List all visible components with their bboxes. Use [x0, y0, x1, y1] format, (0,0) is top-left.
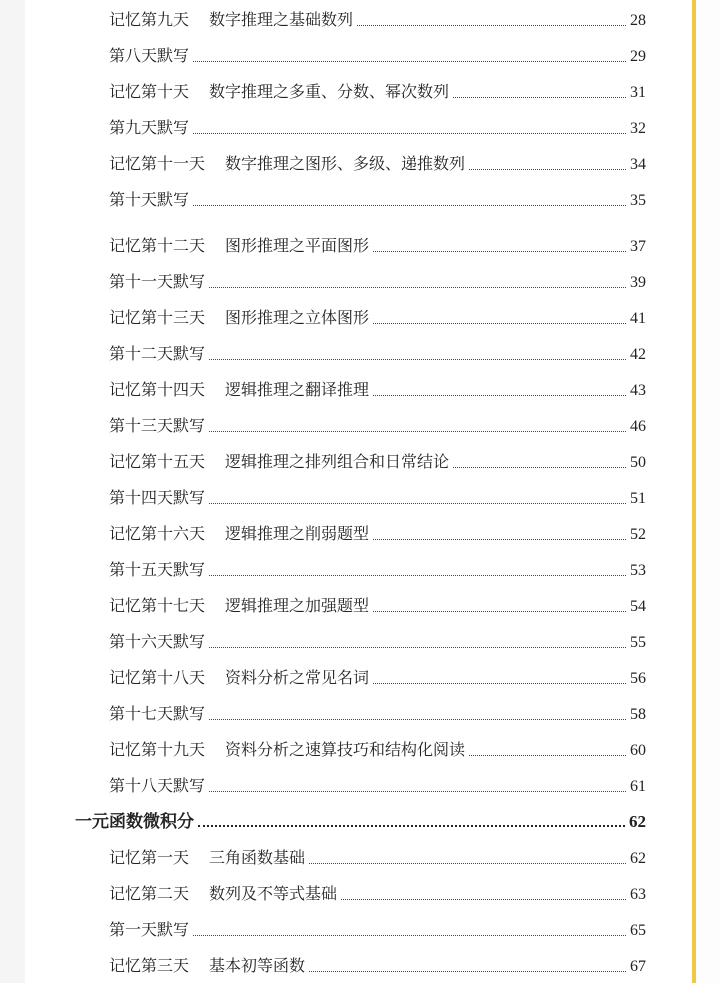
toc-entry-row[interactable] [25, 416, 646, 437]
toc-entry-label [25, 524, 369, 544]
toc-leader-dots [193, 934, 626, 936]
toc-page-number: 43 [630, 382, 646, 399]
toc-entry-label [25, 668, 369, 688]
toc-entry-label [25, 596, 369, 616]
toc-entry-day: 第十四天默写 [109, 488, 206, 507]
page-margin [0, 0, 25, 983]
toc-entry-label [25, 740, 465, 760]
toc-page-number: 61 [630, 778, 646, 795]
toc-page-number: 58 [630, 706, 646, 723]
toc-page-number: 41 [630, 310, 646, 327]
toc-entry-label [25, 776, 205, 796]
toc-entry-label [25, 46, 189, 66]
toc-page-number: 39 [630, 274, 646, 291]
toc-entry-day: 记忆第十九天 [109, 740, 206, 759]
toc-page-number: 63 [630, 886, 646, 903]
toc-entry-day: 第十五天默写 [109, 560, 206, 579]
toc-entry-day: 记忆第三天 [109, 956, 190, 975]
toc-entry-label [25, 236, 369, 256]
toc-page-number: 37 [630, 238, 646, 255]
toc-section-row[interactable] [25, 812, 646, 832]
toc-entry-label [25, 884, 337, 904]
toc-entry-label [25, 380, 369, 400]
toc-entry-day: 第十一天默写 [109, 272, 206, 291]
toc-entry-row[interactable] [25, 848, 646, 869]
toc-entry-day: 记忆第十四天 [109, 380, 206, 399]
toc-page-number: 53 [630, 562, 646, 579]
toc-leader-dots [373, 322, 626, 324]
toc-page-number: 62 [630, 850, 646, 867]
toc-entry-day: 一元函数微积分 [75, 812, 194, 832]
toc-entry-topic: 图形推理之平面图形 [225, 236, 370, 255]
toc-page-number: 34 [630, 156, 646, 173]
toc-entry-row[interactable] [25, 10, 646, 31]
toc-page-number: 65 [630, 922, 646, 939]
toc-entry-label [25, 560, 205, 580]
toc-entry-row[interactable] [25, 308, 646, 329]
toc-entry-label [25, 308, 369, 328]
toc-entry-day: 记忆第九天 [109, 10, 190, 29]
toc-entry-label [25, 190, 189, 210]
toc-entry-topic: 逻辑推理之排列组合和日常结论 [225, 452, 450, 471]
toc-entry-day: 记忆第十二天 [109, 236, 206, 255]
toc-page-number: 50 [630, 454, 646, 471]
toc-entry-row[interactable] [25, 82, 646, 103]
toc-entry-day: 第十天默写 [109, 190, 190, 209]
toc-entry-label [25, 452, 449, 472]
toc-leader-dots [373, 394, 626, 396]
toc-entry-label [25, 344, 205, 364]
toc-entry-row[interactable] [25, 154, 646, 175]
toc-entry-row[interactable] [25, 272, 646, 293]
toc-page-number: 31 [630, 84, 646, 101]
toc-entry-day: 记忆第十三天 [109, 308, 206, 327]
toc-page-number: 60 [630, 742, 646, 759]
toc-page-number: 32 [630, 120, 646, 137]
toc-leader-dots [373, 610, 626, 612]
toc-entry-topic: 资料分析之常见名词 [225, 668, 370, 687]
toc-leader-dots [209, 430, 626, 432]
toc-entry-row[interactable] [25, 884, 646, 905]
toc-entry-topic: 基本初等函数 [209, 956, 306, 975]
toc-entry-topic: 数字推理之多重、分数、幂次数列 [209, 82, 450, 101]
toc-page-number: 51 [630, 490, 646, 507]
toc-page-number: 42 [630, 346, 646, 363]
toc-leader-dots [193, 204, 626, 206]
toc-leader-dots [193, 60, 626, 62]
toc-entry-label [25, 848, 305, 868]
toc-entry-row[interactable] [25, 776, 646, 797]
toc-leader-dots [453, 466, 626, 468]
toc-entry-topic: 三角函数基础 [209, 848, 306, 867]
toc-entry-row[interactable] [25, 632, 646, 653]
toc-entry-topic: 数列及不等式基础 [209, 884, 338, 903]
toc-entry-topic: 数字推理之基础数列 [209, 10, 354, 29]
toc-entry-day: 第八天默写 [109, 46, 190, 65]
toc-leader-dots [209, 790, 626, 792]
toc-entry-row[interactable] [25, 920, 646, 941]
toc-leader-dots [373, 250, 626, 252]
toc-leader-dots [209, 286, 626, 288]
toc-entry-label [25, 632, 205, 652]
toc-entry-day: 记忆第一天 [109, 848, 190, 867]
toc-leader-dots [341, 898, 626, 900]
toc-entry-row[interactable] [25, 46, 646, 67]
toc-entry-day: 记忆第十七天 [109, 596, 206, 615]
toc-entry-day: 记忆第十五天 [109, 452, 206, 471]
toc-leader-dots [373, 538, 626, 540]
toc-entry-label [25, 118, 189, 138]
toc-entry-label [25, 920, 189, 940]
toc-entry-topic: 资料分析之速算技巧和结构化阅读 [225, 740, 466, 759]
toc-leader-dots [469, 754, 626, 756]
toc-entry-topic: 图形推理之立体图形 [225, 308, 370, 327]
toc-entry-day: 第十二天默写 [109, 344, 206, 363]
toc-entry-label [25, 488, 205, 508]
toc-page-number: 46 [630, 418, 646, 435]
toc-entry-label [25, 704, 205, 724]
toc-entry-row[interactable] [25, 488, 646, 509]
toc-leader-dots [209, 574, 626, 576]
toc-leader-dots [193, 132, 626, 134]
toc-entry-day: 第十六天默写 [109, 632, 206, 651]
toc-page-number: 67 [630, 958, 646, 975]
toc-page-number: 29 [630, 48, 646, 65]
toc-page-number: 52 [630, 526, 646, 543]
toc-entry-day: 第九天默写 [109, 118, 190, 137]
toc-entry-topic: 数字推理之图形、多级、递推数列 [225, 154, 466, 173]
toc-leader-dots [198, 824, 625, 827]
toc-entry-label [25, 82, 449, 102]
toc-entry-day: 记忆第十一天 [109, 154, 206, 173]
toc-entry-label [25, 812, 194, 832]
toc-leader-dots [357, 24, 626, 26]
toc-entry-row[interactable] [25, 956, 646, 977]
toc-leader-dots [209, 358, 626, 360]
toc-entry-row[interactable] [25, 452, 646, 473]
toc-page-number: 62 [629, 812, 646, 831]
toc-entry-topic: 逻辑推理之削弱题型 [225, 524, 370, 543]
toc-entry-row[interactable] [25, 560, 646, 581]
toc-entry-label [25, 416, 205, 436]
toc-leader-dots [209, 646, 626, 648]
toc-entry-label [25, 10, 353, 30]
toc-entry-row[interactable] [25, 380, 646, 401]
toc-entry-day: 记忆第十六天 [109, 524, 206, 543]
toc-entry-row[interactable] [25, 668, 646, 689]
toc-entry-topic: 逻辑推理之加强题型 [225, 596, 370, 615]
toc-leader-dots [309, 970, 626, 972]
toc-entry-day: 第十八天默写 [109, 776, 206, 795]
toc-entry-day: 第一天默写 [109, 920, 190, 939]
toc-entry-label [25, 154, 465, 174]
toc-leader-dots [209, 718, 626, 720]
toc-leader-dots [309, 862, 626, 864]
toc-entry-row[interactable] [25, 740, 646, 761]
toc-entry-day: 第十七天默写 [109, 704, 206, 723]
toc-entry-row[interactable] [25, 190, 646, 211]
toc-entry-row[interactable] [25, 344, 646, 365]
toc-page-number: 55 [630, 634, 646, 651]
toc-leader-dots [469, 168, 626, 170]
toc-entry-label [25, 956, 305, 976]
toc-entry-row[interactable] [25, 704, 646, 725]
toc-leader-dots [209, 502, 626, 504]
toc-entry-day: 第十三天默写 [109, 416, 206, 435]
toc-entry-row[interactable] [25, 524, 646, 545]
toc-entry-day: 记忆第二天 [109, 884, 190, 903]
toc-page-number: 35 [630, 192, 646, 209]
toc-page-number: 56 [630, 670, 646, 687]
toc-entry-day: 记忆第十八天 [109, 668, 206, 687]
toc-page-number: 54 [630, 598, 646, 615]
toc-page-number: 28 [630, 12, 646, 29]
toc-entry-label [25, 272, 205, 292]
toc-entry-row[interactable] [25, 596, 646, 617]
toc-entry-day: 记忆第十天 [109, 82, 190, 101]
toc-leader-dots [373, 682, 626, 684]
toc-entry-row[interactable] [25, 118, 646, 139]
toc-entry-row[interactable] [25, 236, 646, 257]
toc-entry-topic: 逻辑推理之翻译推理 [225, 380, 370, 399]
toc-leader-dots [453, 96, 626, 98]
